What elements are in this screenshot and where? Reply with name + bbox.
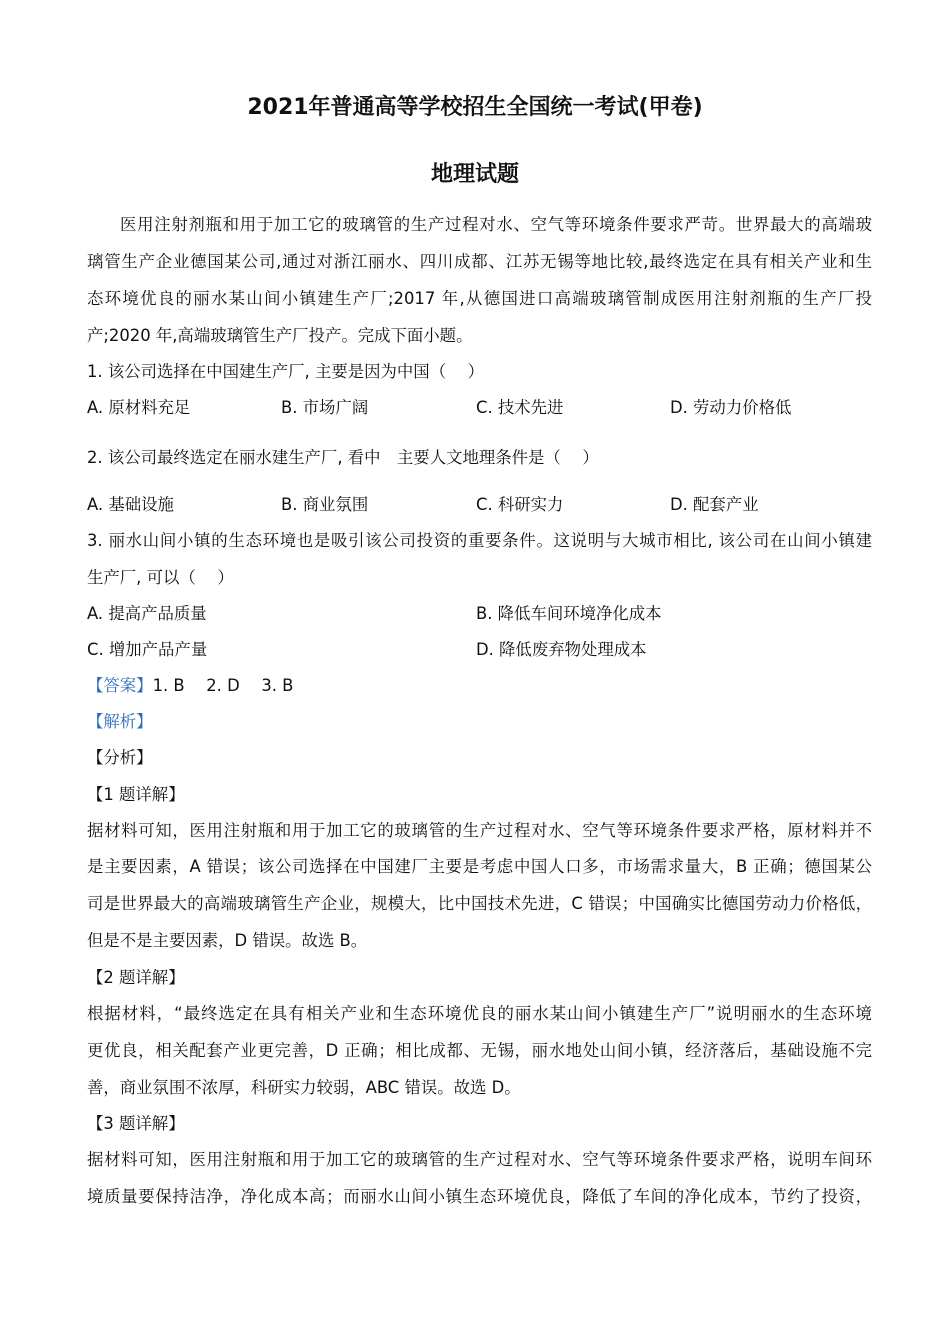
detail-1-line: 据材料可知，医用注射瓶和用于加工它的玻璃管的生产过程对水、空气等环境条件要求严格，原材料并不 <box>87 821 872 840</box>
detail-3-line: 据材料可知，医用注射瓶和用于加工它的玻璃管的生产过程对水、空气等环境条件要求严格，说明车间环 <box>87 1150 872 1169</box>
doc-subtitle: 地理试题 <box>430 162 519 187</box>
q2-option-d: D. 配套产业 <box>670 495 759 514</box>
q3-option-d: D. 降低废弃物处理成本 <box>476 640 647 659</box>
doc-title: 2021年普通高等学校招生全国统一考试(甲卷) <box>247 95 703 120</box>
question-1-stem: 1. 该公司选择在中国建生产厂, 主要是因为中国（ ） <box>87 362 485 381</box>
material-line: 璃管生产企业德国某公司,通过对浙江丽水、四川成都、江苏无锡等地比较,最终选定在具有相关产业和生 <box>87 252 872 271</box>
question-3-stem: 生产厂, 可以（ ） <box>87 568 234 587</box>
detail-3-label: 【3 题详解】 <box>87 1114 185 1133</box>
question-3-stem: 3. 丽水山间小镇的生态环境也是吸引该公司投资的重要条件。这说明与大城市相比, 该公司在山间小镇建 <box>87 531 872 550</box>
material-line: 态环境优良的丽水某山间小镇建生产厂;2017 年,从德国进口高端玻璃管制成医用注射剂瓶的生产厂投 <box>87 289 872 308</box>
detail-2-line: 更优良，相关配套产业更完善，D 正确；相比成都、无锡，丽水地处山间小镇，经济落后，基础设施不完 <box>87 1041 872 1060</box>
material-line: 产;2020 年,高端玻璃管生产厂投产。完成下面小题。 <box>87 326 473 345</box>
q3-option-b: B. 降低车间环境净化成本 <box>476 604 662 623</box>
detail-1-line: 司是世界最大的高端玻璃管生产企业，规模大，比中国技术先进，C 错误；中国确实比德国劳动力价格低， <box>87 894 872 913</box>
answer-text: 1. B 2. D 3. B <box>152 676 294 695</box>
detail-2-line: 根据材料，“最终选定在具有相关产业和生态环境优良的丽水某山间小镇建生产厂”说明丽水的生态环境 <box>87 1004 872 1023</box>
fenxi-label: 【分析】 <box>87 748 153 767</box>
detail-2-line: 善，商业氛围不浓厚，科研实力较弱，ABC 错误。故选 D。 <box>87 1078 521 1097</box>
answer-label: 【答案】 <box>87 676 153 695</box>
question-2-stem: 2. 该公司最终选定在丽水建生产厂, 看中 主要人文地理条件是（ ） <box>87 448 599 467</box>
answer-line <box>87 674 293 698</box>
q2-option-a: A. 基础设施 <box>87 495 174 514</box>
detail-1-line: 是主要因素，A 错误；该公司选择在中国建厂主要是考虑中国人口多，市场需求量大，B 正确；德国某公 <box>87 857 872 876</box>
q2-option-c: C. 科研实力 <box>476 495 564 514</box>
q1-option-a: A. 原材料充足 <box>87 398 191 417</box>
detail-1-label: 【1 题详解】 <box>87 785 185 804</box>
detail-1-line: 但是不是主要因素，D 错误。故选 B。 <box>87 931 368 950</box>
q3-option-a: A. 提高产品质量 <box>87 604 207 623</box>
analysis-label: 【解析】 <box>87 712 153 731</box>
q1-option-d: D. 劳动力价格低 <box>670 398 792 417</box>
q3-option-c: C. 增加产品产量 <box>87 640 208 659</box>
q1-option-b: B. 市场广阔 <box>281 398 369 417</box>
material-line: 医用注射剂瓶和用于加工它的玻璃管的生产过程对水、空气等环境条件要求严苛。世界最大的高端玻 <box>120 215 872 234</box>
detail-3-line: 境质量要保持洁净，净化成本高；而丽水山间小镇生态环境优良，降低了车间的净化成本，节约了投资， <box>87 1187 872 1206</box>
q2-option-b: B. 商业氛围 <box>281 495 369 514</box>
detail-2-label: 【2 题详解】 <box>87 968 185 987</box>
q1-option-c: C. 技术先进 <box>476 398 564 417</box>
